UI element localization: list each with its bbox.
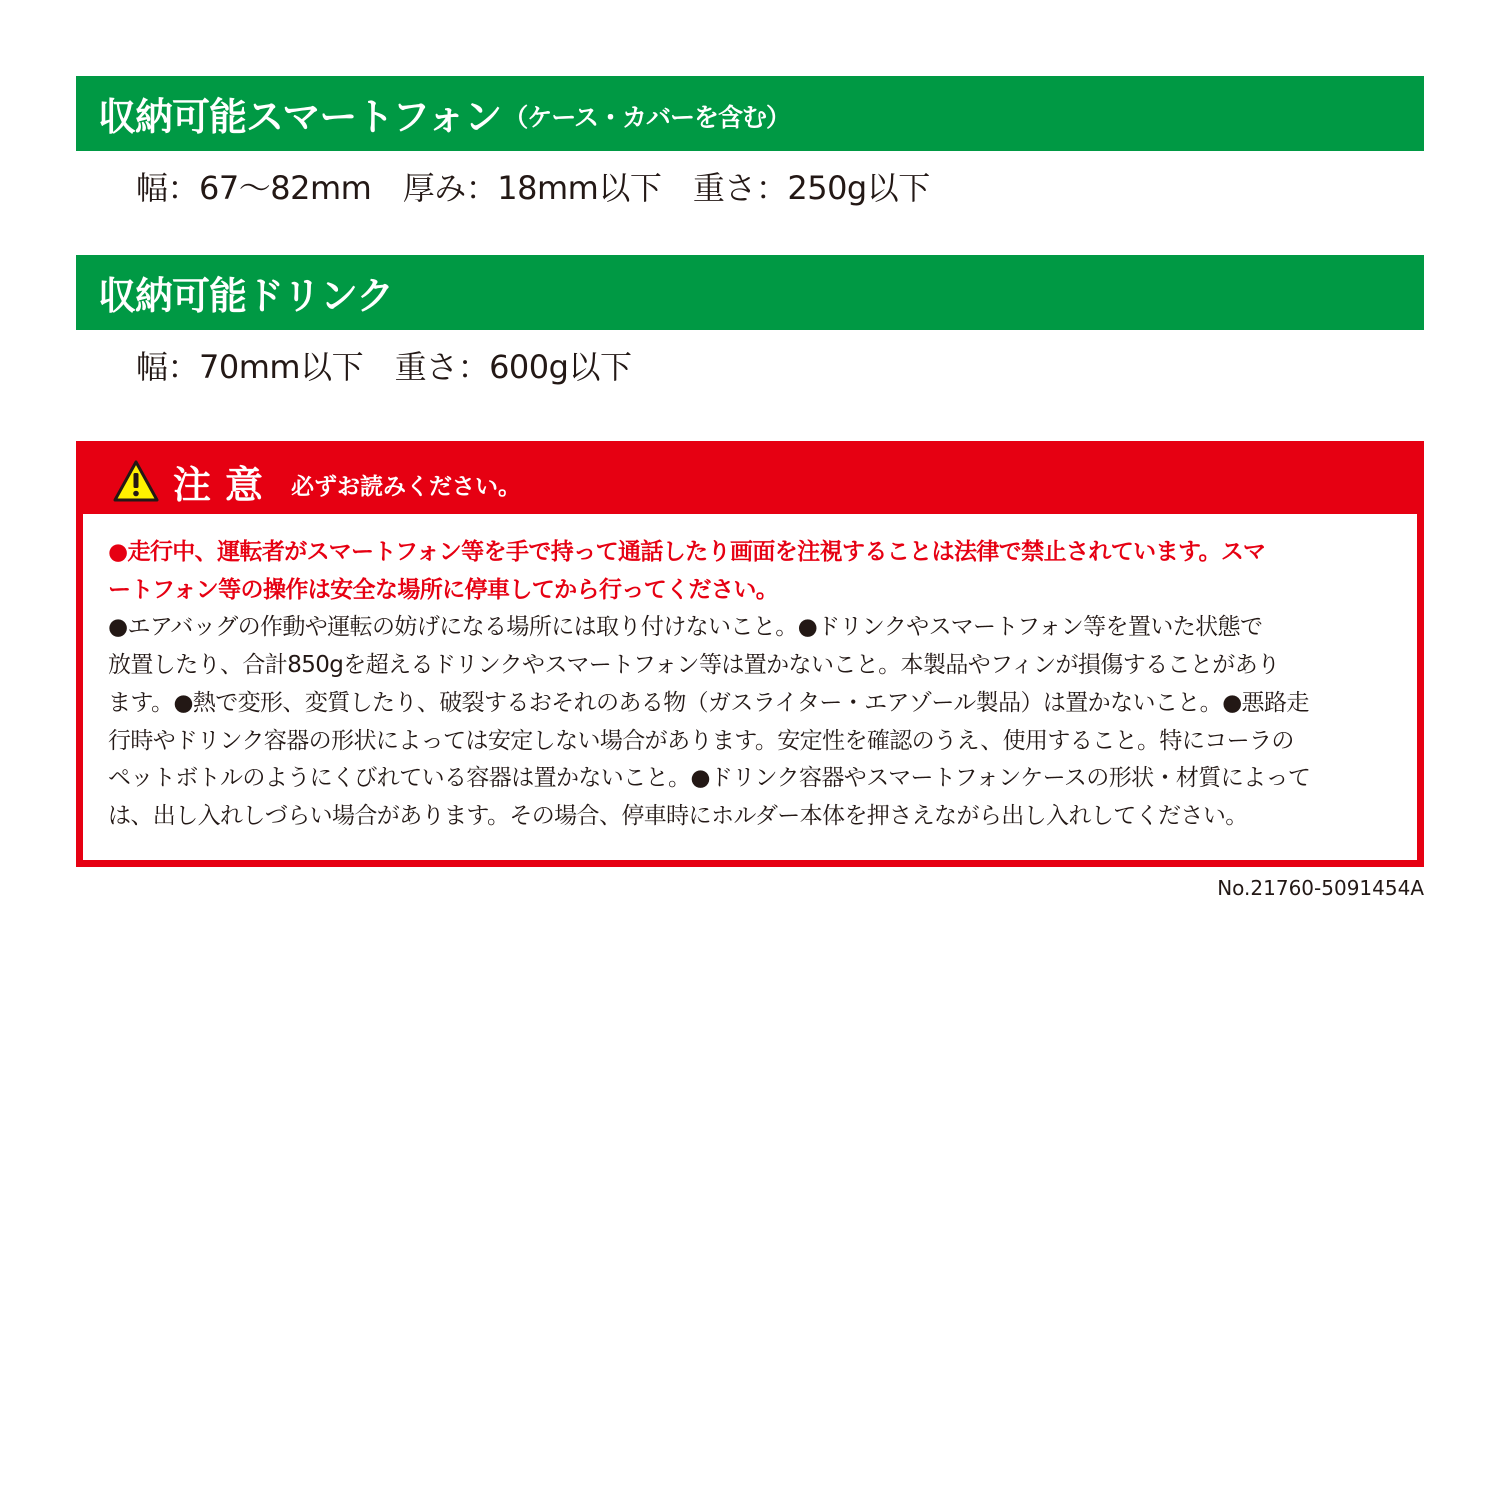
caution-box [76,441,1424,867]
warning-triangle-icon [113,460,159,502]
caution-line: は、出し入れしづらい場合があります。その場合、停車時にホルダー本体を押さえながら出し入れしてください。 [108,802,1248,829]
smartphone-section-title: 収納可能スマートフォン [98,95,502,139]
caution-line: ●エアバッグの作動や運転の妨げになる場所には取り付けないこと。●ドリンクやスマートフォン等を置いた状態で [108,614,1263,641]
caution-subtitle: 必ずお読みください。 [291,473,522,500]
caution-line: 行時やドリンク容器の形状によっては安定しない場合があります。安定性を確認のうえ、使用すること。特にコーラの [108,727,1294,754]
drink-section-header [76,255,1424,330]
smartphone-specs: 幅：67〜82mm 厚み：18mm以下 重さ：250g以下 [136,169,930,207]
product-code: No.21760-5091454A [1217,876,1424,900]
drink-section-title: 収納可能ドリンク [98,274,394,318]
caution-line: ます。●熱で変形、変質したり、破裂するおそれのある物（ガスライター・エアゾール製品）は置かないこと。●悪路走 [108,689,1309,716]
caution-red-line: ートフォン等の操作は安全な場所に停車してから行ってください。 [108,576,779,603]
caution-body [83,514,1417,836]
caution-title: 注意 [173,462,278,507]
caution-red-line: ●走行中、運転者がスマートフォン等を手で持って通話したり画面を注視することは法律で禁止されています。スマ [108,539,1266,565]
caution-line: 放置したり、合計850gを超えるドリンクやスマートフォン等は置かないこと。本製品やフィンが損傷することがあり [108,652,1280,679]
caution-line: ペットボトルのようにくびれている容器は置かないこと。●ドリンク容器やスマートフォンケースの形状・材質によって [108,765,1311,792]
drink-specs: 幅：70mm以下 重さ：600g以下 [136,348,632,386]
caution-header [83,448,1417,514]
smartphone-section-header [76,76,1424,151]
smartphone-section-subtitle: （ケース・カバーを含む） [503,102,790,132]
